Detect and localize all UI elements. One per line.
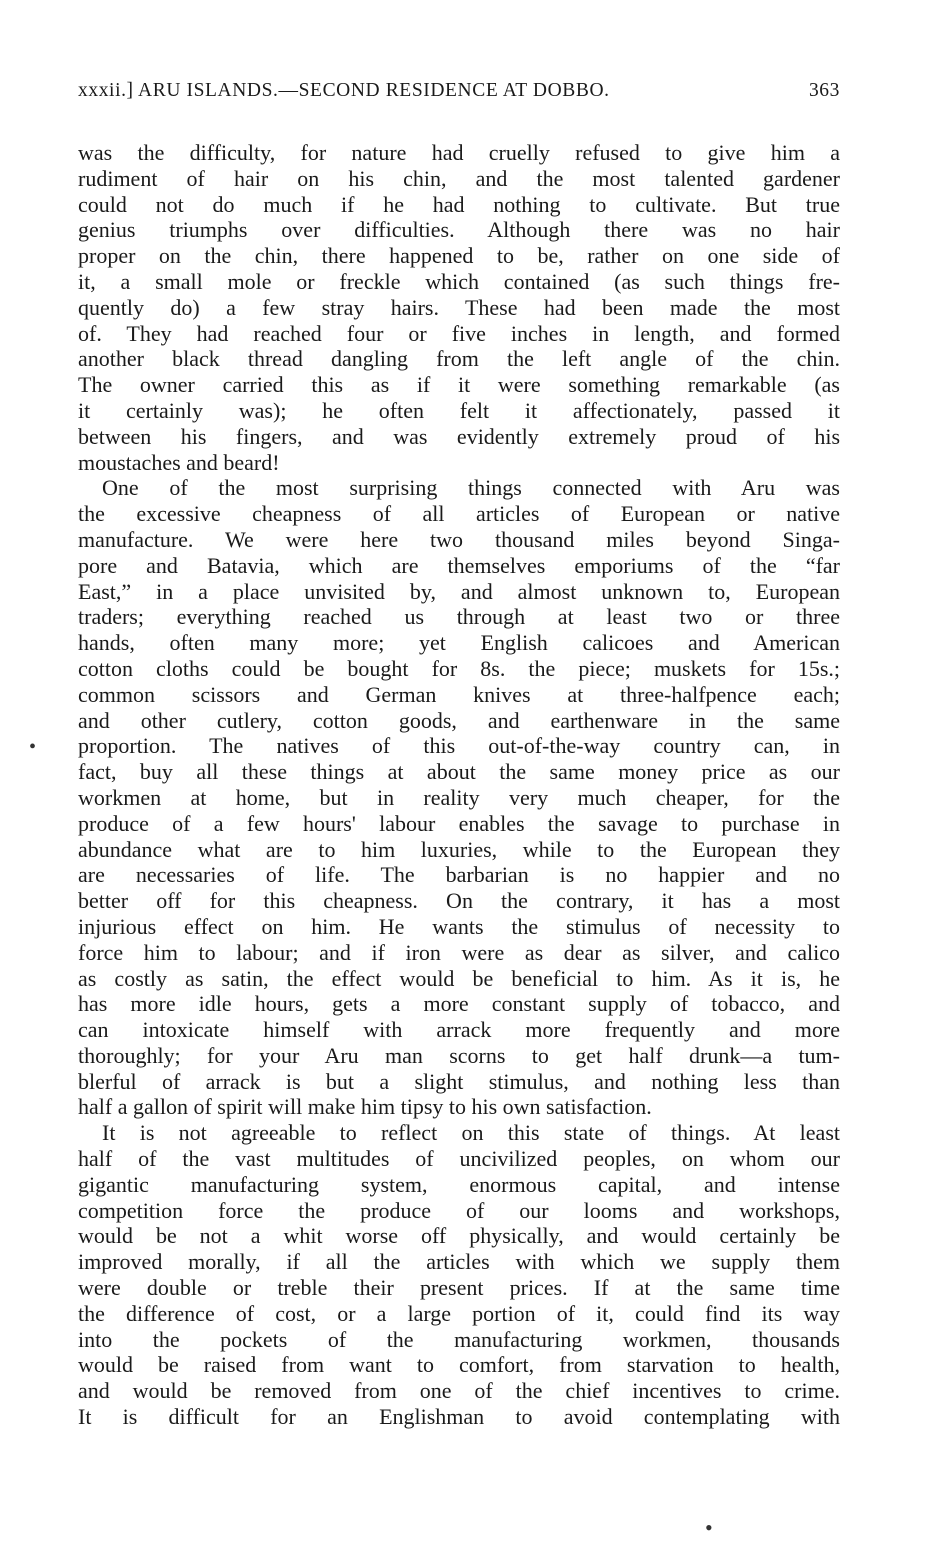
- text-line: and would be removed from one of the chief incentives to crime.: [78, 1378, 840, 1404]
- text-line: would be not a whit worse off physically, and would certainly be: [78, 1223, 840, 1249]
- text-line: was the difficulty, for nature had cruelly refused to give him a: [78, 140, 840, 165]
- text-line: gigantic manufacturing system, enormous capital, and intense: [78, 1171, 840, 1197]
- paragraph: [78, 475, 840, 1120]
- text-line: it certainly was); he often felt it affectionately, passed it: [78, 397, 840, 423]
- text-line: were double or treble their present prices. If at the same time: [78, 1275, 840, 1301]
- text-line: genius triumphs over difficulties. Although there was no hair: [78, 217, 840, 243]
- text-line: force him to labour; and if iron were as dear as silver, and calico: [78, 939, 840, 965]
- text-line: The owner carried this as if it were something remarkable (as: [78, 372, 840, 398]
- text-line: competition force the produce of our looms and workshops,: [78, 1197, 840, 1223]
- text-line: half a gallon of spirit will make him tipsy to his own satisfaction.: [78, 1094, 652, 1120]
- text-line: proper on the chin, there happened to be, rather on one side of: [78, 243, 840, 269]
- text-line: traders; everything reached us through at least two or three: [78, 604, 840, 630]
- text-line: of. They had reached four or five inches in length, and formed: [78, 320, 840, 346]
- text-line: the difference of cost, or a large portion of it, could find its way: [78, 1300, 840, 1326]
- running-head: [78, 80, 840, 110]
- text-line: half of the vast multitudes of uncivilized peoples, on whom our: [78, 1146, 840, 1172]
- text-line: into the pockets of the manufacturing workmen, thousands: [78, 1326, 840, 1352]
- text-line: East,” in a place unvisited by, and almost unknown to, European: [78, 578, 840, 604]
- text-line: moustaches and beard!: [78, 449, 280, 475]
- text-line: improved morally, if all the articles with which we supply them: [78, 1249, 840, 1275]
- text-line: rudiment of hair on his chin, and the most talented gardener: [78, 165, 840, 191]
- text-line: injurious effect on him. He wants the stimulus of necessity to: [78, 913, 840, 939]
- page-speck: •: [705, 1515, 713, 1540]
- text-line: proportion. The natives of this out-of-the-way country can, in: [78, 733, 840, 759]
- text-line: One of the most surprising things connected with Aru was: [102, 475, 840, 501]
- text-line: as costly as satin, the effect would be beneficial to him. As it is, he: [78, 965, 840, 991]
- text-line: thoroughly; for your Aru man scorns to get half drunk—a tum-: [78, 1042, 840, 1068]
- text-line: blerful of arrack is but a slight stimulus, and nothing less than: [78, 1068, 840, 1094]
- text-line: hands, often many more; yet English calicoes and American: [78, 630, 840, 656]
- text-line: pore and Batavia, which are themselves emporiums of the “far: [78, 552, 840, 578]
- text-line: common scissors and German knives at three-halfpence each;: [78, 681, 840, 707]
- text-line: it, a small mole or freckle which contained (as such things fre-: [78, 268, 840, 294]
- margin-mark: •: [29, 736, 37, 758]
- text-line: manufacture. We were here two thousand miles beyond Singa-: [78, 526, 840, 552]
- text-line: are necessaries of life. The barbarian is no happier and no: [78, 862, 840, 888]
- text-line: between his fingers, and was evidently extremely proud of his: [78, 423, 840, 449]
- text-line: can intoxicate himself with arrack more frequently and more: [78, 1017, 840, 1043]
- paragraph: [78, 1120, 840, 1430]
- text-line: abundance what are to him luxuries, while to the European they: [78, 836, 840, 862]
- text-line: It is difficult for an Englishman to avoid contemplating with: [78, 1404, 840, 1430]
- text-line: better off for this cheapness. On the contrary, it has a most: [78, 888, 840, 914]
- text-line: the excessive cheapness of all articles of European or native: [78, 501, 840, 527]
- body-text: [78, 140, 840, 1430]
- text-line: cotton cloths could be bought for 8s. the piece; muskets for 15s.;: [78, 655, 840, 681]
- text-line: would be raised from want to comfort, from starvation to health,: [78, 1352, 840, 1378]
- paragraph: [78, 140, 840, 475]
- chapter-heading: xxxii.] ARU ISLANDS.—SECOND RESIDENCE AT DOBBO.: [78, 80, 610, 101]
- text-line: could not do much if he had nothing to cultivate. But true: [78, 191, 840, 217]
- text-line: another black thread dangling from the left angle of the chin.: [78, 346, 840, 372]
- page-number: 363: [808, 80, 840, 101]
- text-line: produce of a few hours' labour enables the savage to purchase in: [78, 810, 840, 836]
- text-line: quently do) a few stray hairs. These had been made the most: [78, 294, 840, 320]
- text-line: workmen at home, but in reality very much cheaper, for the: [78, 784, 840, 810]
- text-line: has more idle hours, gets a more constant supply of tobacco, and: [78, 991, 840, 1017]
- text-line: It is not agreeable to reflect on this state of things. At least: [102, 1120, 840, 1146]
- text-line: and other cutlery, cotton goods, and earthenware in the same: [78, 707, 840, 733]
- text-line: fact, buy all these things at about the same money price as our: [78, 759, 840, 785]
